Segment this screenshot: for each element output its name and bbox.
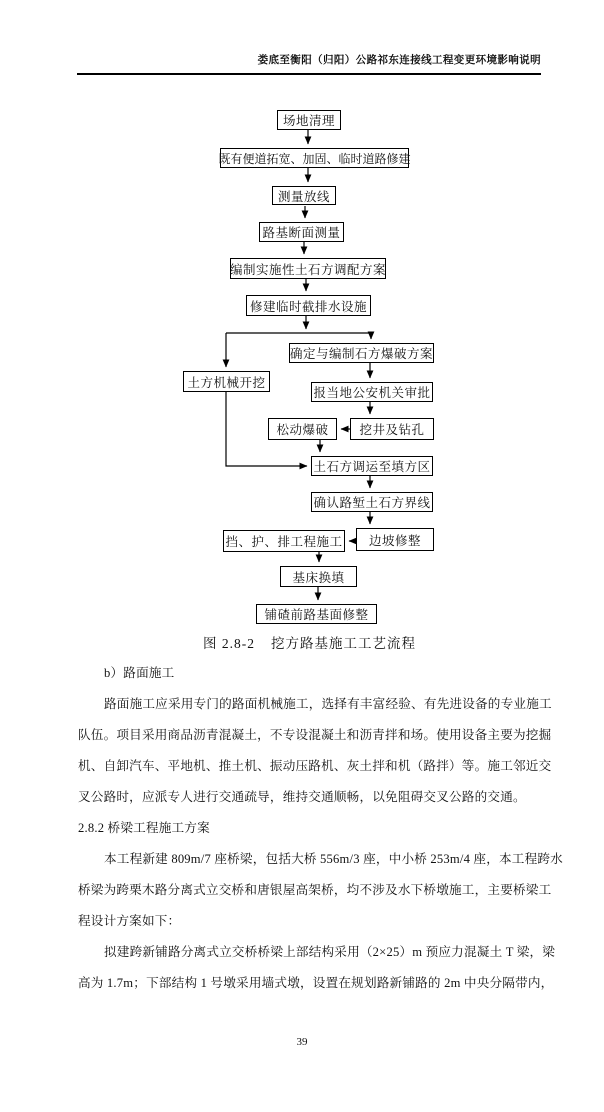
flow-node-earthwork-allocation-plan: 编制实施性土石方调配方案 xyxy=(230,258,386,279)
page-number: 39 xyxy=(296,1036,308,1048)
flow-node-haul-to-fill-area: 土石方调运至填方区 xyxy=(311,456,433,476)
flow-node-mechanical-excavation: 土方机械开挖 xyxy=(183,371,270,392)
paragraph-line: 拟建跨新铺路分离式立交桥桥梁上部结构采用（2×25）m 预应力混凝土 T 梁，梁 xyxy=(104,945,556,959)
figure-number: 图 2.8-2 xyxy=(203,636,255,651)
flow-node-loosening-blasting: 松动爆破 xyxy=(268,418,337,440)
paragraph-line: 高为 1.7m；下部结构 1 号墩采用墙式墩，设置在规划路新铺路的 2m 中央分隔带内， xyxy=(78,976,554,990)
flow-node-police-approval: 报当地公安机关审批 xyxy=(311,382,433,402)
flow-node-survey-layout: 测量放线 xyxy=(272,186,336,205)
flow-node-rock-blasting-plan: 确定与编制石方爆破方案 xyxy=(289,343,434,363)
paragraph-line: 队伍。项目采用商品沥青混凝土，不专设混凝土和沥青拌和场。使用设备主要为挖掘 xyxy=(78,728,552,742)
paragraph-line: 桥梁为跨栗木路分离式立交桥和唐银屋高架桥，均不涉及水下桥墩施工，主要桥梁工 xyxy=(78,883,552,897)
paragraph-line: 本工程新建 809m/7 座桥梁，包括大桥 556m/3 座，中小桥 253m/4 座，本工程跨水 xyxy=(104,852,563,866)
section-heading-282: 2.8.2 桥梁工程施工方案 xyxy=(78,821,210,835)
flow-node-surface-trimming: 铺碴前路基面修整 xyxy=(256,604,377,624)
paragraph-line: 程设计方案如下： xyxy=(78,914,181,928)
flow-node-temp-drainage-facilities: 修建临时截排水设施 xyxy=(246,295,371,316)
flow-node-existing-road-widening: 既有便道拓宽、加固、临时道路修建 xyxy=(220,148,409,168)
page-header-title: 娄底至衡阳（归阳）公路祁东连接线工程变更环境影响说明 xyxy=(257,55,541,66)
flow-node-well-drilling: 挖井及钻孔 xyxy=(350,418,434,440)
body-text xyxy=(78,658,563,999)
paragraph-line: 叉公路时，应派专人进行交通疏导，维持交通顺畅，以免阻碍交叉公路的交通。 xyxy=(78,790,526,804)
flow-node-retaining-drainage-works: 挡、护、排工程施工 xyxy=(223,530,345,552)
paragraph-line: 机、自卸汽车、平地机、推土机、振动压路机、灰土拌和机（路拌）等。施工邻近交 xyxy=(78,759,552,773)
flow-node-subgrade-section-survey: 路基断面测量 xyxy=(259,222,344,242)
figure-caption xyxy=(78,632,541,652)
flow-node-bed-replacement: 基床换填 xyxy=(280,566,357,587)
figure-title: 挖方路基施工工艺流程 xyxy=(271,636,416,651)
flow-node-site-clearing: 场地清理 xyxy=(277,110,341,130)
flow-node-cut-boundary-confirm: 确认路堑土石方界线 xyxy=(311,492,433,512)
header-rule xyxy=(77,73,541,75)
subheading-pavement: b）路面施工 xyxy=(104,666,175,680)
flow-node-slope-trimming: 边坡修整 xyxy=(356,528,434,551)
paragraph-line: 路面施工应采用专门的路面机械施工，选择有丰富经验、有先进设备的专业施工 xyxy=(104,697,552,711)
